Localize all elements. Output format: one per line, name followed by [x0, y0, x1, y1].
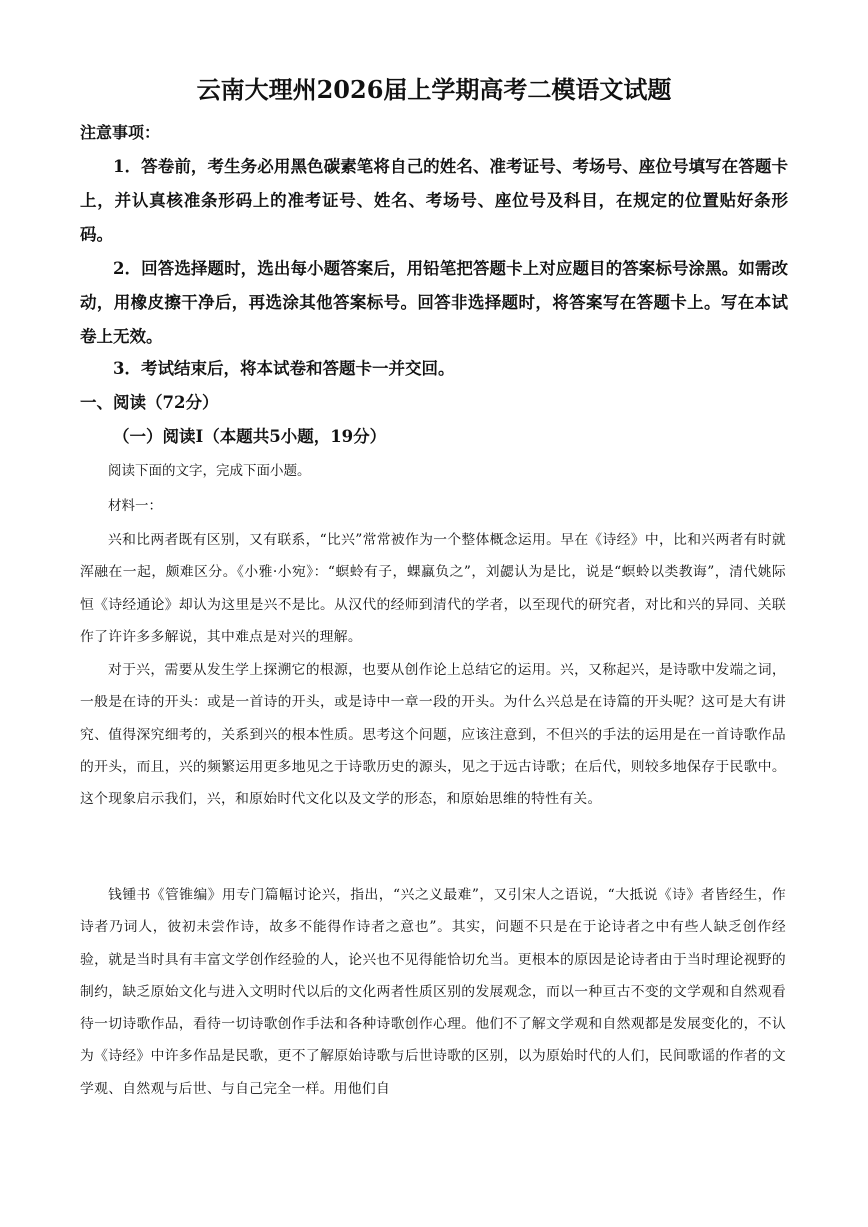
body-paragraph-3: 钱锺书《管锥编》用专门篇幅讨论兴，指出，“兴之义最难”，又引宋人之语说，“大抵说《诗》者皆经生，作诗者乃词人，彼初未尝作诗，故多不能得作诗者之意也”。其实，问题不只是在于论诗者之中有些人缺乏创作经验，就是当时具有丰富文学创作经验的人，论兴也不见得能恰切允当。更根本的原因是论诗者由于当时理论视野的制约，缺乏原始文化与进入文明时代以后的文化两者性质区别的发展观念，而以一种亘古不变的文学观和自然观看待一切诗歌作品，看待一切诗歌创作手法和各种诗歌创作心理。他们不了解文学观和自然观都是发展变化的，不认为《诗经》中许多作品是民歌，更不了解原始诗歌与后世诗歌的区别，以为原始时代的人们，民间歌谣的作者的文学观、自然观与后世、与自己完全一样。用他们自: [80, 887, 786, 1097]
material-label: 材料一：: [108, 498, 162, 514]
subsection-heading: （一）阅读Ⅰ（本题共5小题，19分）: [113, 427, 387, 446]
body-paragraph-2: 对于兴，需要从发生学上探溯它的根源，也要从创作论上总结它的运用。兴，又称起兴，是诗歌中发端之词，一般是在诗的开头：或是一首诗的开头，或是诗中一章一段的开头。为什么兴总是在诗篇的开头呢？这可是大有讲究、值得深究细考的，关系到兴的根本性质。思考这个问题，应该注意到，不但兴的手法的运用是在一首诗歌作品的开头，而且，兴的频繁运用更多地见之于诗歌历史的源头，见之于远古诗歌；在后代，则较多地保存于民歌中。这个现象启示我们，兴，和原始时代文化以及文学的形态，和原始思维的特性有关。: [80, 662, 786, 808]
notice-item-1: 1．答卷前，考生务必用黑色碳素笔将自己的姓名、准考证号、考场号、座位号填写在答题卡上，并认真核准条形码上的准考证号、姓名、考场号、座位号及科目，在规定的位置贴好条形码。: [80, 157, 788, 244]
notice-item-2: 2．回答选择题时，选出每小题答案后，用铅笔把答题卡上对应题目的答案标号涂黑。如需改动，用橡皮擦干净后，再选涂其他答案标号。回答非选择题时，将答案写在答题卡上。写在本试卷上无效。: [80, 259, 788, 346]
section-heading: 一、阅读（72分）: [80, 393, 219, 412]
body-paragraph-1: 兴和比两者既有区别，又有联系，“比兴”常常被作为一个整体概念运用。早在《诗经》中，比和兴两者有时就浑融在一起，颇难区分。《小雅·小宛》：“螟蛉有子，蜾蠃负之”，刘勰认为是比，说是“螟蛉以类教诲”，清代姚际恒《诗经通论》却认为这里是兴不是比。从汉代的经师到清代的学者，以至现代的研究者，对比和兴的异同、关联作了许许多多解说，其中难点是对兴的理解。: [80, 532, 786, 645]
exam-title: 云南大理州2026届上学期高考二模语文试题: [196, 75, 672, 104]
notice-heading: 注意事项：: [80, 123, 161, 142]
notice-item-3: 3．考试结束后，将本试卷和答题卡一并交回。: [113, 359, 455, 378]
reading-instruction: 阅读下面的文字，完成下面小题。: [108, 463, 311, 479]
